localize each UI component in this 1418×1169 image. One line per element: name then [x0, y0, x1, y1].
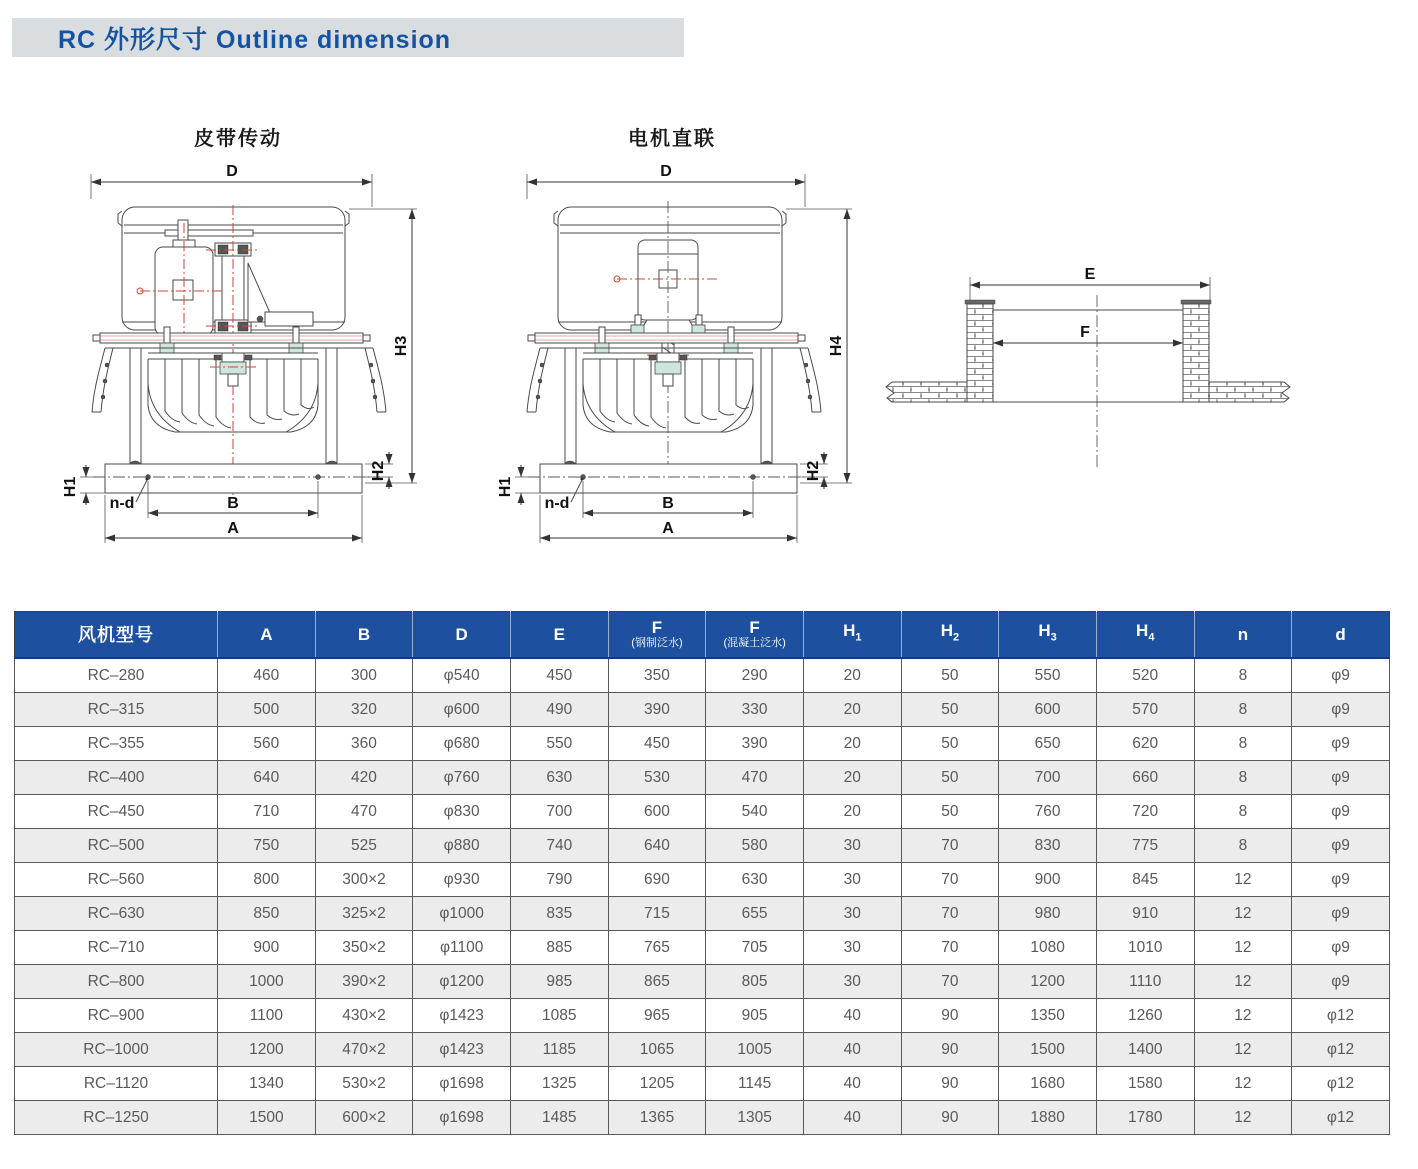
table-cell: 50: [901, 693, 999, 727]
table-row: [15, 1067, 1390, 1101]
table-cell: 1085: [510, 999, 608, 1033]
dimension-h1: [62, 465, 110, 505]
table-cell: 1000: [218, 965, 316, 999]
table-cell: 600: [608, 795, 706, 829]
table-cell: 640: [218, 761, 316, 795]
table-cell: 12: [1194, 1033, 1292, 1067]
table-cell: 40: [803, 999, 901, 1033]
table-cell: 570: [1096, 693, 1194, 727]
table-cell: 70: [901, 863, 999, 897]
table-cell: φ540: [413, 658, 511, 693]
dim-label-b: B: [662, 495, 674, 512]
table-cell: 985: [510, 965, 608, 999]
table-cell: 1365: [608, 1101, 706, 1135]
table-cell: 70: [901, 965, 999, 999]
table-cell: 525: [315, 829, 413, 863]
table-cell: 20: [803, 795, 901, 829]
table-cell: 70: [901, 931, 999, 965]
table-cell: 885: [510, 931, 608, 965]
dim-label-e: E: [1084, 266, 1096, 283]
table-cell: 700: [999, 761, 1097, 795]
table-cell: 530×2: [315, 1067, 413, 1101]
table-cell: 630: [706, 863, 804, 897]
table-cell: 600×2: [315, 1101, 413, 1135]
table-cell: 325×2: [315, 897, 413, 931]
column-header: F (混凝土泛水): [706, 612, 804, 659]
table-cell: φ1423: [413, 999, 511, 1033]
table-cell: 720: [1096, 795, 1194, 829]
table-cell: 70: [901, 829, 999, 863]
dim-label-a: A: [662, 520, 674, 537]
table-cell: 900: [999, 863, 1097, 897]
direct-drive-drawing: [495, 115, 905, 565]
table-cell: 20: [803, 761, 901, 795]
table-cell: 390: [608, 693, 706, 727]
dim-label-h4: H4: [828, 335, 845, 357]
table-cell: 470×2: [315, 1033, 413, 1067]
table-cell: 705: [706, 931, 804, 965]
table-cell: RC–280: [15, 658, 218, 693]
table-cell: 40: [803, 1101, 901, 1135]
table-cell: 12: [1194, 931, 1292, 965]
table-cell: 1880: [999, 1101, 1097, 1135]
table-cell: RC–400: [15, 761, 218, 795]
table-cell: φ680: [413, 727, 511, 761]
table-cell: 965: [608, 999, 706, 1033]
table-cell: RC–710: [15, 931, 218, 965]
table-cell: 1350: [999, 999, 1097, 1033]
header-row: [15, 612, 1390, 659]
dim-label-h2: H2: [370, 460, 387, 482]
table-cell: 430×2: [315, 999, 413, 1033]
table-cell: 12: [1194, 1067, 1292, 1101]
table-head: [15, 612, 1390, 659]
table-cell: 630: [510, 761, 608, 795]
table-cell: φ830: [413, 795, 511, 829]
table-cell: 30: [803, 863, 901, 897]
table-cell: φ9: [1292, 727, 1390, 761]
table-cell: 1305: [706, 1101, 804, 1135]
table-cell: RC–315: [15, 693, 218, 727]
column-header: B: [315, 612, 413, 659]
table-cell: φ12: [1292, 1101, 1390, 1135]
table-cell: 90: [901, 1101, 999, 1135]
column-header: $H_3$: [999, 612, 1097, 659]
table-cell: 865: [608, 965, 706, 999]
base-plate: [93, 464, 380, 493]
table-cell: 300×2: [315, 863, 413, 897]
table-cell: 1580: [1096, 1067, 1194, 1101]
table-cell: 1145: [706, 1067, 804, 1101]
dim-label-h3: H3: [393, 335, 410, 357]
table-cell: RC–500: [15, 829, 218, 863]
table-cell: φ12: [1292, 1067, 1390, 1101]
roof-curb-drawing: [880, 248, 1310, 478]
table-cell: φ1100: [413, 931, 511, 965]
dimension-h1: [497, 465, 545, 505]
table-cell: 655: [706, 897, 804, 931]
table-cell: 460: [218, 658, 316, 693]
table-row: [15, 1033, 1390, 1067]
table-cell: φ12: [1292, 1033, 1390, 1067]
table-cell: RC–800: [15, 965, 218, 999]
table-cell: φ600: [413, 693, 511, 727]
table-cell: 1200: [999, 965, 1097, 999]
table-row: [15, 795, 1390, 829]
figure-title-belt-drive: 皮带传动: [194, 128, 282, 150]
table-cell: RC–355: [15, 727, 218, 761]
dimension-e: [970, 266, 1210, 303]
table-row: [15, 931, 1390, 965]
table-cell: 1200: [218, 1033, 316, 1067]
table-cell: 550: [999, 658, 1097, 693]
roof-curb-masonry: [886, 300, 1290, 402]
table-cell: 620: [1096, 727, 1194, 761]
table-cell: 700: [510, 795, 608, 829]
dimension-f: [993, 324, 1183, 343]
dim-label-d: D: [226, 163, 238, 180]
table-cell: 660: [1096, 761, 1194, 795]
table-body: [15, 658, 1390, 1135]
table-cell: φ760: [413, 761, 511, 795]
table-cell: φ1423: [413, 1033, 511, 1067]
table-cell: 12: [1194, 999, 1292, 1033]
table-cell: 775: [1096, 829, 1194, 863]
table-row: [15, 829, 1390, 863]
table-cell: 320: [315, 693, 413, 727]
table-cell: 550: [510, 727, 608, 761]
table-cell: 580: [706, 829, 804, 863]
table-cell: φ1000: [413, 897, 511, 931]
table-cell: 715: [608, 897, 706, 931]
table-cell: 30: [803, 965, 901, 999]
table-cell: φ1200: [413, 965, 511, 999]
table-cell: 1260: [1096, 999, 1194, 1033]
table-cell: RC–900: [15, 999, 218, 1033]
table-row: [15, 965, 1390, 999]
table-cell: φ930: [413, 863, 511, 897]
table-row: [15, 999, 1390, 1033]
dim-label-a: A: [227, 520, 239, 537]
column-header: 风机型号: [15, 612, 218, 659]
table-cell: 70: [901, 897, 999, 931]
page-title: RC 外形尺寸 Outline dimension: [58, 25, 452, 54]
dimension-d: [91, 163, 372, 207]
table-cell: 1010: [1096, 931, 1194, 965]
table-cell: 390×2: [315, 965, 413, 999]
table-cell: 50: [901, 761, 999, 795]
table-cell: 12: [1194, 1101, 1292, 1135]
table-cell: RC–1120: [15, 1067, 218, 1101]
table-cell: φ880: [413, 829, 511, 863]
table-cell: 8: [1194, 829, 1292, 863]
table-cell: 845: [1096, 863, 1194, 897]
table-cell: 1080: [999, 931, 1097, 965]
table-cell: 600: [999, 693, 1097, 727]
table-cell: RC–450: [15, 795, 218, 829]
table-cell: 750: [218, 829, 316, 863]
table-row: [15, 727, 1390, 761]
table-cell: 90: [901, 999, 999, 1033]
table-cell: 830: [999, 829, 1097, 863]
table-cell: 450: [608, 727, 706, 761]
table-cell: 8: [1194, 693, 1292, 727]
table-row: [15, 693, 1390, 727]
table-cell: 835: [510, 897, 608, 931]
table-cell: φ9: [1292, 897, 1390, 931]
table-cell: 1185: [510, 1033, 608, 1067]
table-cell: φ9: [1292, 863, 1390, 897]
table-cell: 1780: [1096, 1101, 1194, 1135]
table-row: [15, 1101, 1390, 1135]
table-cell: 1205: [608, 1067, 706, 1101]
table-cell: φ9: [1292, 931, 1390, 965]
belt-drive-drawing: [60, 115, 470, 565]
table-cell: 530: [608, 761, 706, 795]
dim-label-h2: H2: [805, 460, 822, 482]
table-cell: RC–560: [15, 863, 218, 897]
dim-label-h1: H1: [497, 476, 514, 498]
table-cell: 330: [706, 693, 804, 727]
table-cell: 765: [608, 931, 706, 965]
table-cell: RC–630: [15, 897, 218, 931]
table-cell: 520: [1096, 658, 1194, 693]
dim-label-nd: n-d: [109, 495, 135, 512]
table-cell: 690: [608, 863, 706, 897]
table-cell: 30: [803, 829, 901, 863]
table-cell: 300: [315, 658, 413, 693]
table-cell: 8: [1194, 761, 1292, 795]
table-cell: 1500: [999, 1033, 1097, 1067]
column-header: D: [413, 612, 511, 659]
table-cell: 8: [1194, 795, 1292, 829]
table-cell: 790: [510, 863, 608, 897]
table-cell: 900: [218, 931, 316, 965]
table-cell: φ12: [1292, 999, 1390, 1033]
table-cell: 1340: [218, 1067, 316, 1101]
column-header: $H_4$: [1096, 612, 1194, 659]
table-cell: 350: [608, 658, 706, 693]
table-cell: 420: [315, 761, 413, 795]
column-header: d: [1292, 612, 1390, 659]
base-plate: [528, 464, 815, 493]
table-cell: 12: [1194, 965, 1292, 999]
table-cell: φ9: [1292, 829, 1390, 863]
table-cell: 640: [608, 829, 706, 863]
table-cell: 50: [901, 658, 999, 693]
figure-title-direct-drive: 电机直联: [628, 128, 716, 150]
table-cell: φ9: [1292, 761, 1390, 795]
table-cell: 740: [510, 829, 608, 863]
dimension-h4: [786, 209, 852, 483]
dim-label-h1: H1: [62, 476, 79, 498]
table-cell: 360: [315, 727, 413, 761]
table-cell: 905: [706, 999, 804, 1033]
table-cell: 20: [803, 658, 901, 693]
table-row: [15, 863, 1390, 897]
dim-label-d: D: [660, 163, 672, 180]
table-cell: 90: [901, 1033, 999, 1067]
dim-label-nd: n-d: [544, 495, 570, 512]
column-header: F (钢制泛水): [608, 612, 706, 659]
table-cell: 490: [510, 693, 608, 727]
column-header: $H_2$: [901, 612, 999, 659]
table-cell: 30: [803, 931, 901, 965]
table-cell: 800: [218, 863, 316, 897]
table-cell: 1485: [510, 1101, 608, 1135]
table-cell: 40: [803, 1067, 901, 1101]
table-cell: 540: [706, 795, 804, 829]
dimension-h2: [800, 452, 828, 489]
table-cell: 390: [706, 727, 804, 761]
table-cell: 8: [1194, 727, 1292, 761]
table-row: [15, 658, 1390, 693]
table-cell: RC–1250: [15, 1101, 218, 1135]
table-cell: 760: [999, 795, 1097, 829]
table-cell: 1110: [1096, 965, 1194, 999]
table-cell: 12: [1194, 897, 1292, 931]
table-cell: 290: [706, 658, 804, 693]
table-cell: 910: [1096, 897, 1194, 931]
table-cell: 30: [803, 897, 901, 931]
table-cell: 20: [803, 693, 901, 727]
table-cell: 710: [218, 795, 316, 829]
dimension-table: [14, 611, 1390, 1135]
dim-label-f: F: [1080, 324, 1090, 341]
table-cell: 1325: [510, 1067, 608, 1101]
table-cell: φ9: [1292, 795, 1390, 829]
table-cell: 50: [901, 795, 999, 829]
table-cell: 805: [706, 965, 804, 999]
table-cell: 350×2: [315, 931, 413, 965]
dimension-h3: [349, 209, 417, 483]
table-cell: 1500: [218, 1101, 316, 1135]
table-cell: φ1698: [413, 1067, 511, 1101]
table-cell: 1005: [706, 1033, 804, 1067]
column-header: E: [510, 612, 608, 659]
table-cell: 560: [218, 727, 316, 761]
table-cell: 980: [999, 897, 1097, 931]
table-cell: 470: [315, 795, 413, 829]
table-cell: φ9: [1292, 658, 1390, 693]
table-row: [15, 897, 1390, 931]
table-cell: 20: [803, 727, 901, 761]
title-banner: [12, 18, 684, 57]
column-header: $H_1$: [803, 612, 901, 659]
table-cell: 90: [901, 1067, 999, 1101]
table-cell: 470: [706, 761, 804, 795]
table-cell: RC–1000: [15, 1033, 218, 1067]
table-cell: 450: [510, 658, 608, 693]
table-cell: 40: [803, 1033, 901, 1067]
table-cell: 1065: [608, 1033, 706, 1067]
dimension-h2: [365, 452, 393, 489]
table-cell: 1100: [218, 999, 316, 1033]
table-cell: 1400: [1096, 1033, 1194, 1067]
column-header: A: [218, 612, 316, 659]
table-cell: 650: [999, 727, 1097, 761]
table-cell: φ1698: [413, 1101, 511, 1135]
column-header: n: [1194, 612, 1292, 659]
table-cell: φ9: [1292, 965, 1390, 999]
table-cell: φ9: [1292, 693, 1390, 727]
table-cell: 850: [218, 897, 316, 931]
dim-label-b: B: [227, 495, 239, 512]
table-cell: 1680: [999, 1067, 1097, 1101]
table-cell: 12: [1194, 863, 1292, 897]
table-cell: 500: [218, 693, 316, 727]
table-cell: 8: [1194, 658, 1292, 693]
table-row: [15, 761, 1390, 795]
table-cell: 50: [901, 727, 999, 761]
dimension-d: [527, 163, 805, 207]
